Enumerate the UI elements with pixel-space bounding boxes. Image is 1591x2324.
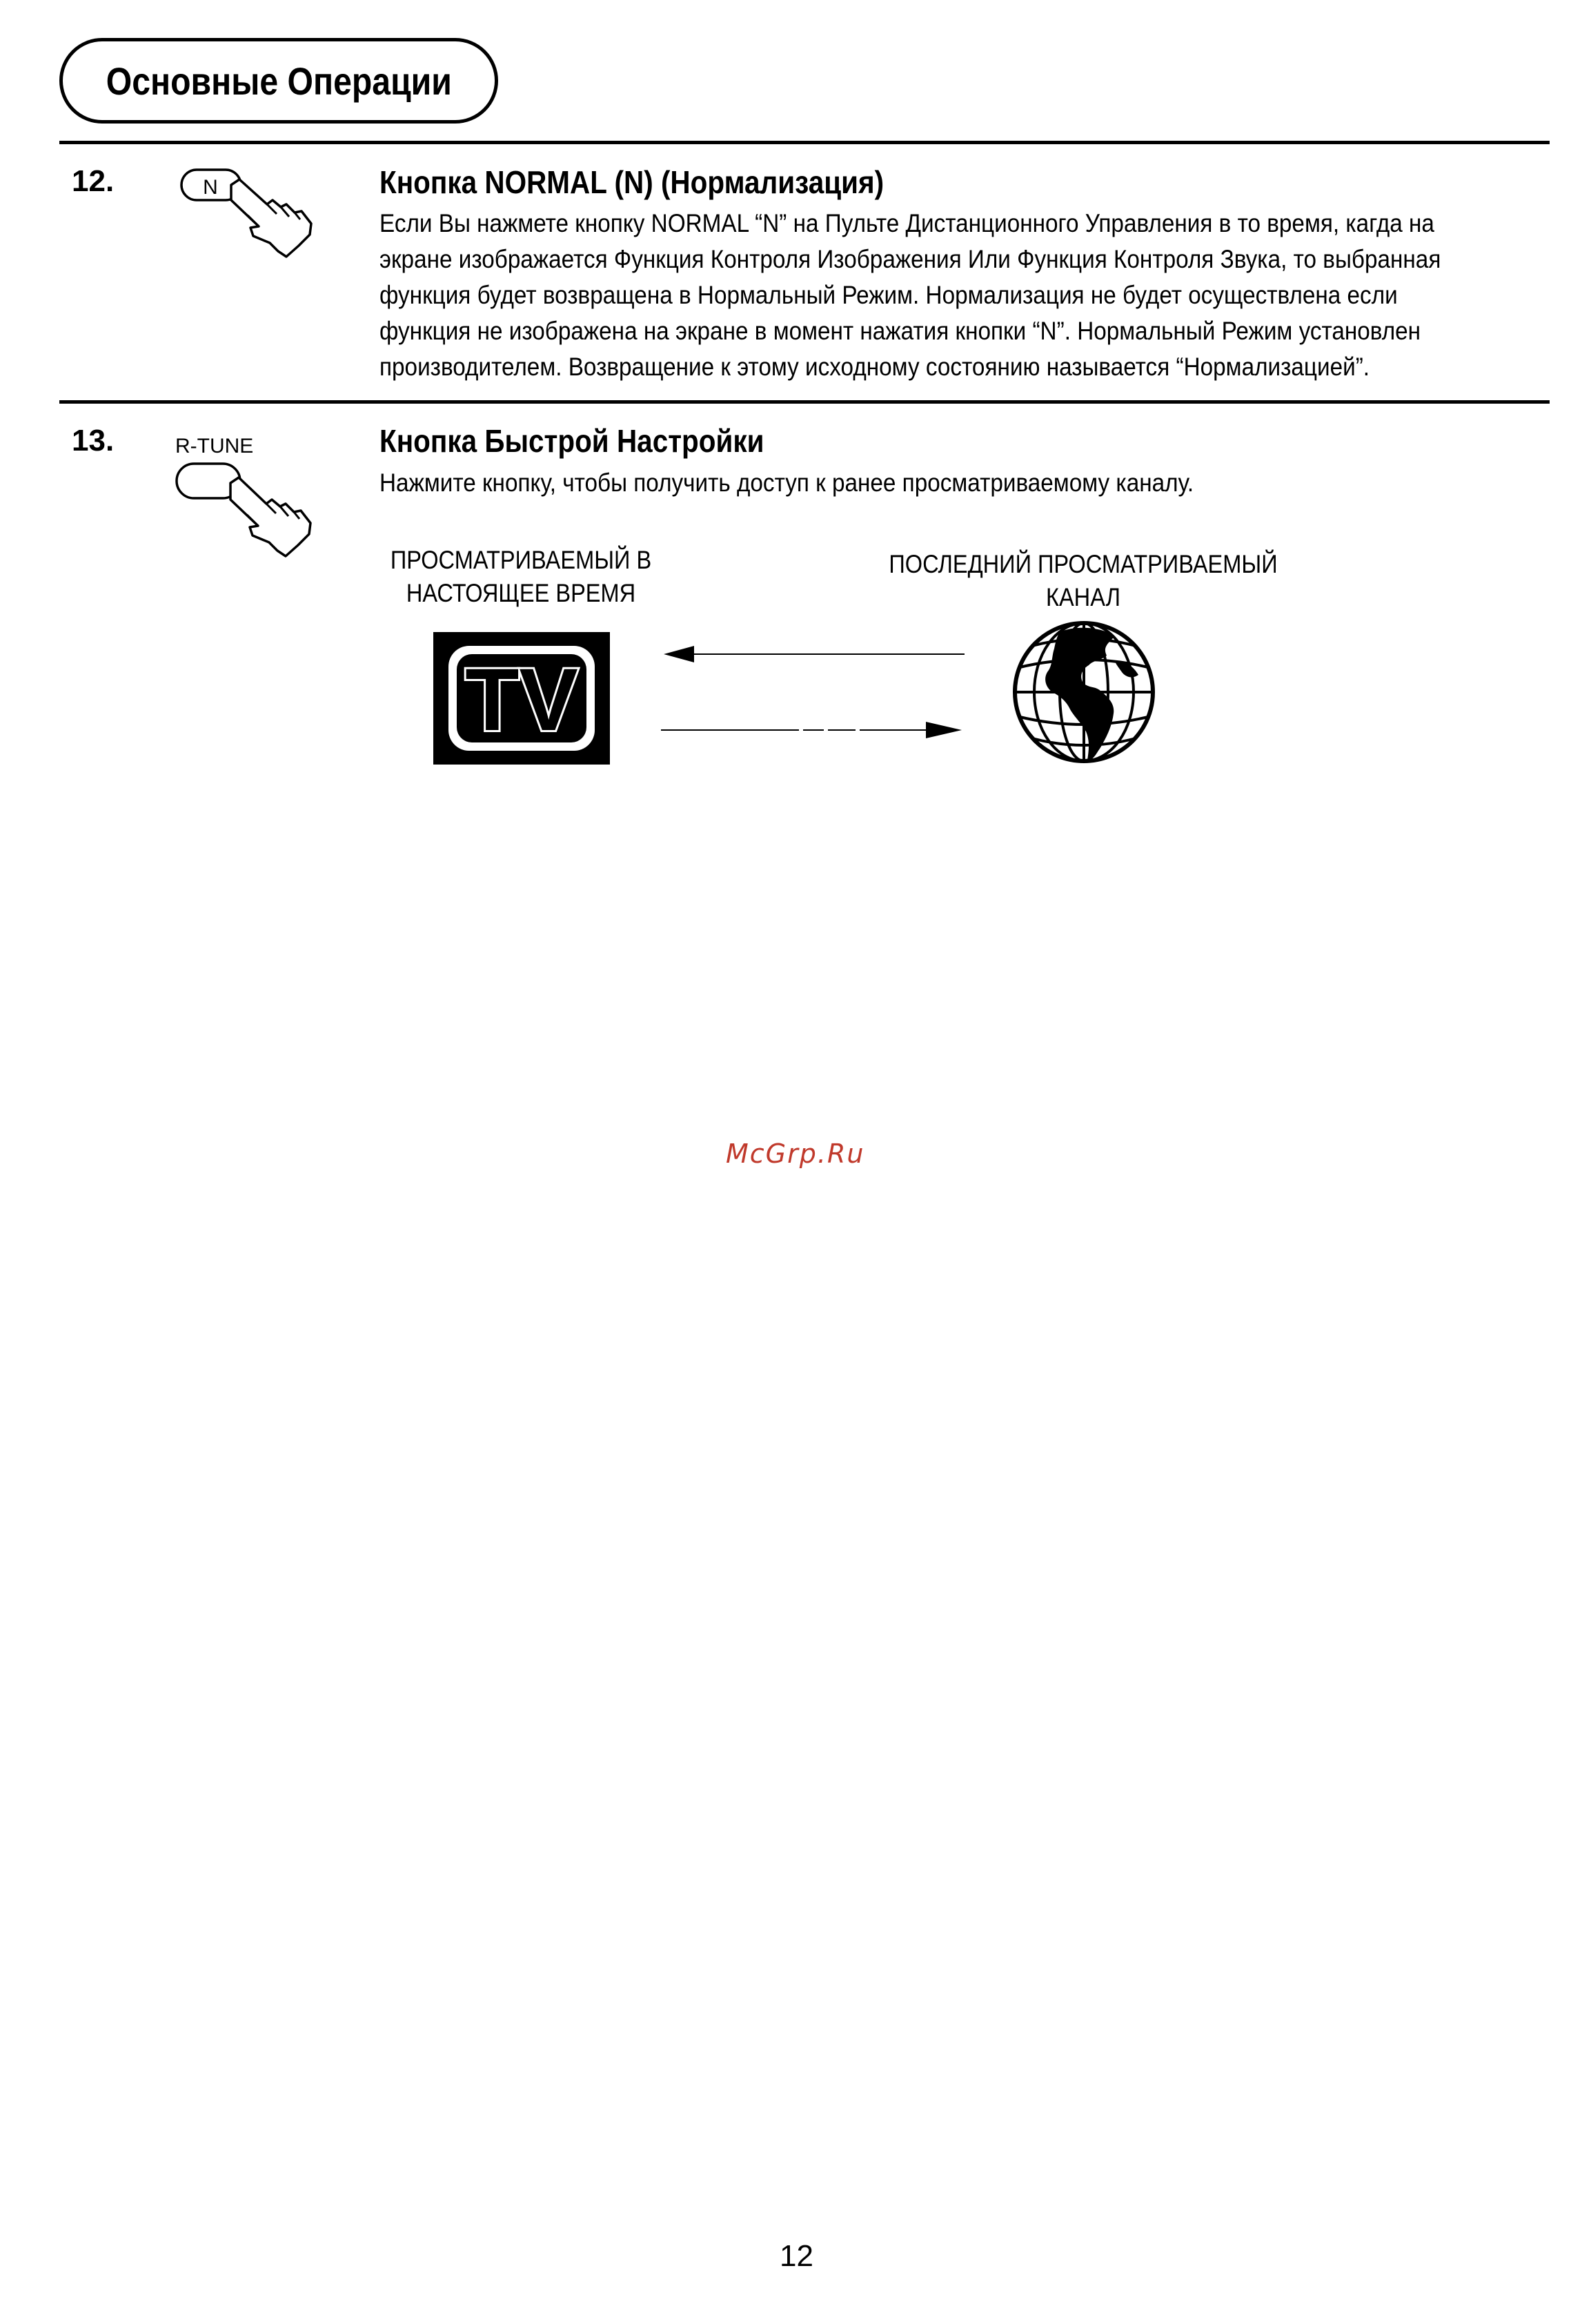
arrow-right-icon (926, 722, 962, 738)
tv-icon (433, 632, 610, 765)
normal-button-icon (176, 160, 314, 264)
caption-line: ПОСЛЕДНИЙ ПРОСМАТРИВАЕМЫЙ (889, 550, 1278, 578)
body-line: Если Вы нажмете кнопку NORMAL “N” на Пульте Дистанционного Управления в то время, кагда на (379, 209, 1434, 237)
caption-last-channel (871, 548, 1296, 614)
item-number-12: 12. (72, 164, 115, 198)
arrow-left-icon (664, 646, 694, 662)
body-line: функция не изображена на экране в момент нажатия кнопки “N”. Нормальный Режим установлен (379, 317, 1421, 345)
divider-top (59, 141, 1550, 144)
normal-button-label: N (203, 176, 218, 199)
divider-middle (59, 400, 1550, 404)
rtune-button-label: R-TUNE (175, 435, 254, 457)
page-title: Основные Операции (106, 59, 452, 103)
caption-line: ПРОСМАТРИВАЕМЫЙ В (390, 546, 652, 574)
body-line: Нажмите кнопку, чтобы получить доступ к ранее просматриваемому каналу. (379, 469, 1194, 497)
section-header (59, 38, 498, 124)
rtune-button-icon (171, 455, 316, 566)
caption-current-channel (378, 544, 664, 610)
body-line: функция будет возвращена в Нормальный Режим. Нормализация не будет осуществлена если (379, 281, 1398, 309)
body-line: экране изображается Функция Контроля Изображения Или Функция Контроля Звука, то выбранная (379, 245, 1441, 273)
heading-rtune-button: Кнопка Быстрой Настройки (379, 423, 764, 459)
body-normal-button (379, 206, 1441, 385)
body-rtune-button (379, 465, 1194, 501)
page-number: 12 (780, 2239, 813, 2273)
switch-arrows (661, 640, 965, 744)
watermark: McGrp.Ru (726, 1139, 865, 1169)
tv-label: TV (465, 651, 578, 749)
body-line: производителем. Возвращение к этому исходному состоянию называется “Нормализацией”. (379, 353, 1370, 381)
caption-line: КАНАЛ (1045, 583, 1120, 611)
item-number-13: 13. (72, 424, 115, 457)
caption-line: НАСТОЯЩЕЕ ВРЕМЯ (406, 579, 636, 607)
globe-icon (1011, 620, 1156, 765)
heading-normal-button: Кнопка NORMAL (N) (Нормализация) (379, 164, 885, 200)
